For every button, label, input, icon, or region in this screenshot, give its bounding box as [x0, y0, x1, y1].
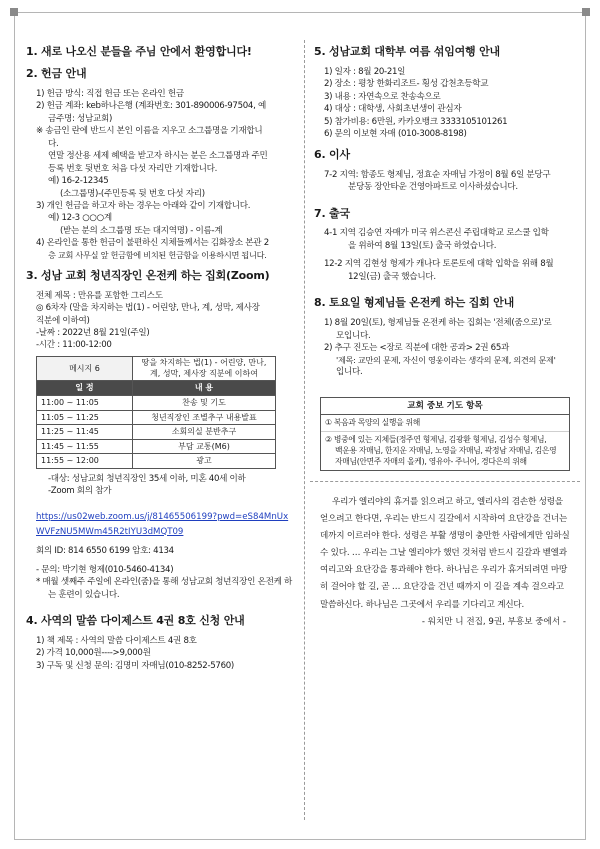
text-line: -Zoom 회의 참가 — [48, 486, 112, 497]
text-line: 2) 가격 10,000원---->9,000원 — [36, 648, 151, 659]
table-row — [37, 410, 276, 425]
text-line: 다. — [48, 138, 59, 149]
divider — [310, 481, 580, 482]
prayer-items-box — [320, 397, 570, 471]
text-line: 연말 정산용 세제 혜택을 받고자 하시는 분은 소그룹명과 주민 — [48, 151, 268, 162]
time-cell: 11:05 ~ 11:25 — [37, 410, 133, 425]
table-row — [37, 425, 276, 440]
zoom-meeting-link[interactable]: https://us02web.zoom.us/j/81465506199?pwd=eS84MnUxWVFzNU5MWm45R2tIYU3dMQT09 — [36, 511, 289, 537]
time-cell: 11:25 ~ 11:45 — [37, 425, 133, 440]
quote-source: - 워치만 니 전집, 9권, 부흥보 중에서 - — [421, 616, 566, 627]
text-line: 3) 내용 : 자연속으로 찬송속으로 — [324, 91, 441, 102]
section-saturday-meeting — [314, 295, 576, 379]
time-cell: 11:55 ~ 12:00 — [37, 454, 133, 469]
prayer-item — [321, 415, 569, 431]
section-summer-trip — [314, 44, 576, 141]
message-title-line: 계, 성막, 제사장 직분에 이하여 — [150, 368, 258, 378]
section-moving — [314, 147, 576, 194]
content-cell: 부담 교통(M6) — [133, 439, 276, 454]
crop-mark-tl — [10, 8, 18, 16]
quote-text: 우리가 엘리야의 휴거를 읽으려고 하고, 엘리사의 겸손한 성령을 얻으려고 한다면, 우리는 반드시 길갈에서 시작하여 요단강을 건너는 데까지 이르러야 한다. 성령은 부활 생명이 충만한 사람에게만 임하실 수 있다. … 우리는 그날 엘리야가 했던 것처럼 반드시 길갈과 벧엘과 여리고와 요단강을 통과해야 한다. 하나님은 우리가 휴거되려면 마땅히 걸어야 할 길, 곧 … 요단강을 건넌 때까지 이 길을 계속 걸으라고 말씀하신다. 하나님은 그곳에서 우리를 기다리고 계신다. — [320, 496, 570, 610]
section-title: 8. 토요일 형제님들 온전케 하는 집회 안내 — [314, 296, 515, 310]
column-header-content: 내 용 — [133, 381, 276, 396]
text-line: 1) 책 제목 : 사역의 말씀 다이제스트 4권 8호 — [36, 635, 197, 646]
text-line: 금주명: 성남교회) — [48, 113, 113, 124]
section-zoom-meeting — [26, 268, 294, 601]
table-row — [37, 454, 276, 469]
text-line: 는 훈련이 있습니다. — [48, 589, 120, 600]
text-line: 3) 구독 및 신청 문의: 김명미 자매님(010-8252-5760) — [36, 660, 234, 671]
text-line: - 문의: 박기현 형제(010-5460-4134) — [36, 564, 174, 575]
message-number-cell: 메시지 6 — [37, 356, 133, 381]
meeting-id-text: 회의 ID: 814 6550 6199 암호: 4134 — [36, 546, 174, 557]
section-title: 5. 성남교회 대학부 여름 섞임여행 안내 — [314, 45, 500, 58]
text-line: 등록 번호 뒷번호 처음 다섯 자리만 기재합니다. — [48, 163, 218, 174]
text-line: 입니다. — [336, 367, 363, 378]
content-cell: 청년직장인 조별추구 내용발표 — [133, 410, 276, 425]
section-departure — [314, 206, 576, 284]
text-line: 모입니다. — [336, 330, 371, 341]
section-title: 6. 이사 — [314, 147, 350, 161]
table-row — [37, 439, 276, 454]
section-title: 1. 새로 나오신 분들을 주님 안에서 환영합니다! — [26, 45, 252, 58]
text-line: 1) 헌금 방식: 직접 헌금 또는 온라인 헌금 — [36, 88, 184, 99]
text-line: '제목: 교만의 문제, 자신이 영웅이라는 생각의 문제, 의견의 문제' — [336, 354, 556, 365]
column-header-time: 일 정 — [37, 381, 133, 396]
column-divider — [304, 40, 305, 820]
text-line: 을 위하여 8월 13일(토) 출국 하였습니다. — [348, 240, 497, 251]
text-line: 2) 추구 진도는 <장로 직분에 대한 공과> 2권 65과 — [324, 343, 510, 354]
section-title: 2. 헌금 안내 — [26, 66, 87, 80]
right-column — [314, 44, 576, 631]
crop-mark-tr — [582, 8, 590, 16]
text-line: 7-2 지역: 함종도 형제님, 정효순 자매님 가정이 8월 6일 분당구 — [324, 169, 551, 180]
section-offering — [26, 66, 294, 262]
message-title-cell — [133, 356, 276, 381]
text-line: 1) 일자 : 8월 20-21일 — [324, 66, 406, 77]
text-line: 12일(금) 출국 했습니다. — [348, 271, 436, 282]
section-digest — [26, 613, 294, 672]
left-column — [26, 44, 294, 672]
prayer-item-text: 백운용 자매님, 한지운 자매님, 노영을 자매님, 곽정남 자매님, 김은영 자매님(안면주 자매의 올케), 영유아- 주니어, 경다은의 위해 — [335, 445, 557, 467]
table-row — [37, 396, 276, 411]
content-cell: 찬송 및 기도 — [133, 396, 276, 411]
text-line: 4) 온라인을 통한 헌금이 불편하신 지체들께서는 김화장소 본관 2 — [36, 238, 269, 249]
text-line: 1) 8월 20일(토), 형제님들 온전케 하는 집회는 '전체(줌으로)'로 — [324, 318, 552, 329]
text-line: ◎ 6차자 (말을 차지하는 법(1) - 어린양, 만나, 계, 성막, 제사장 — [36, 303, 260, 314]
section-title: 7. 출국 — [314, 206, 350, 220]
section-welcome — [26, 44, 294, 60]
text-line: 6) 문의 이보현 자매 (010-3008-8198) — [324, 129, 467, 140]
text-line: 직분에 이하여) — [36, 315, 90, 326]
text-line: 분당동 장안타운 건영아파트로 이사하셨습니다. — [348, 182, 518, 193]
text-line: ※ 송금인 란에 반드시 본인 이름을 지우고 소그룹명을 기재합니 — [36, 126, 263, 137]
text-line: 층 교회 사무실 앞 헌금함에 비치된 헌금함을 이용하시면 됩니다. — [48, 249, 267, 260]
prayer-item-text: ② 병중에 있는 지체들(정주연 형제님, 김광환 형제님, 김성수 형제님, — [325, 434, 547, 444]
text-line: 2) 헌금 계좌: keb하나은행 (계좌번호: 301-890006-97504, 예 — [36, 101, 266, 112]
text-line: 3) 개인 헌금을 하고자 하는 경우는 아래와 같이 기재합니다. — [36, 200, 251, 211]
text-line: 12-2 지역 김현성 형제가 캐나다 토론토에 대학 입학을 위해 8월 — [324, 259, 554, 270]
text-line: 5) 참가비용: 6만원, 카카오뱅크 3333105101261 — [324, 116, 508, 127]
content-cell: 소회의실 분반추구 — [133, 425, 276, 440]
text-line: 예) 12-3 ○○○계 — [48, 213, 112, 224]
text-line: 4-1 지역 김승연 자매가 미국 위스콘신 주립대학교 로스쿨 입학 — [324, 228, 549, 239]
time-cell: 11:45 ~ 11:55 — [37, 439, 133, 454]
text-line: -대상: 성남교회 청년직장인 35세 이하, 미혼 40세 이하 — [48, 474, 246, 485]
content-cell: 광고 — [133, 454, 276, 469]
text-line: 2) 장소 : 평창 한화리조트- 횡성 갑천초등학교 — [324, 79, 489, 90]
text-line: -날짜 : 2022년 8월 21일(주일) — [36, 327, 150, 338]
text-line: (받는 분의 소그룹명 또는 대지역명) - 이름-계 — [60, 225, 223, 236]
text-line: 4) 대상 : 대학생, 사회초년생이 관심자 — [324, 104, 462, 115]
prayer-item-text: ① 복음과 목양의 실행을 위해 — [325, 418, 420, 428]
prayer-box-title: 교회 중보 기도 항목 — [321, 398, 569, 415]
text-line: 전체 제목 : 만유를 포함한 그리스도 — [36, 290, 163, 301]
text-line: (소그룹명)-(주민등록 뒷 번호 다섯 자리) — [60, 188, 205, 199]
text-line: 예) 16-2-12345 — [48, 176, 109, 187]
time-cell: 11:00 ~ 11:05 — [37, 396, 133, 411]
section-title: 4. 사역의 말씀 다이제스트 4권 8호 신청 안내 — [26, 613, 245, 627]
text-line: * 매월 셋째주 주일에 온라인(줌)을 통해 성남교회 청년직장인 온전케 하 — [36, 577, 293, 588]
message-title-line: 땅을 차지하는 법(1) - 어린양, 만나, — [141, 357, 267, 367]
section-title: 3. 성남 교회 청년직장인 온전케 하는 집회(Zoom) — [26, 268, 270, 282]
prayer-item — [321, 432, 569, 470]
text-line: -시간 : 11:00-12:00 — [36, 340, 112, 351]
schedule-table — [36, 356, 276, 469]
